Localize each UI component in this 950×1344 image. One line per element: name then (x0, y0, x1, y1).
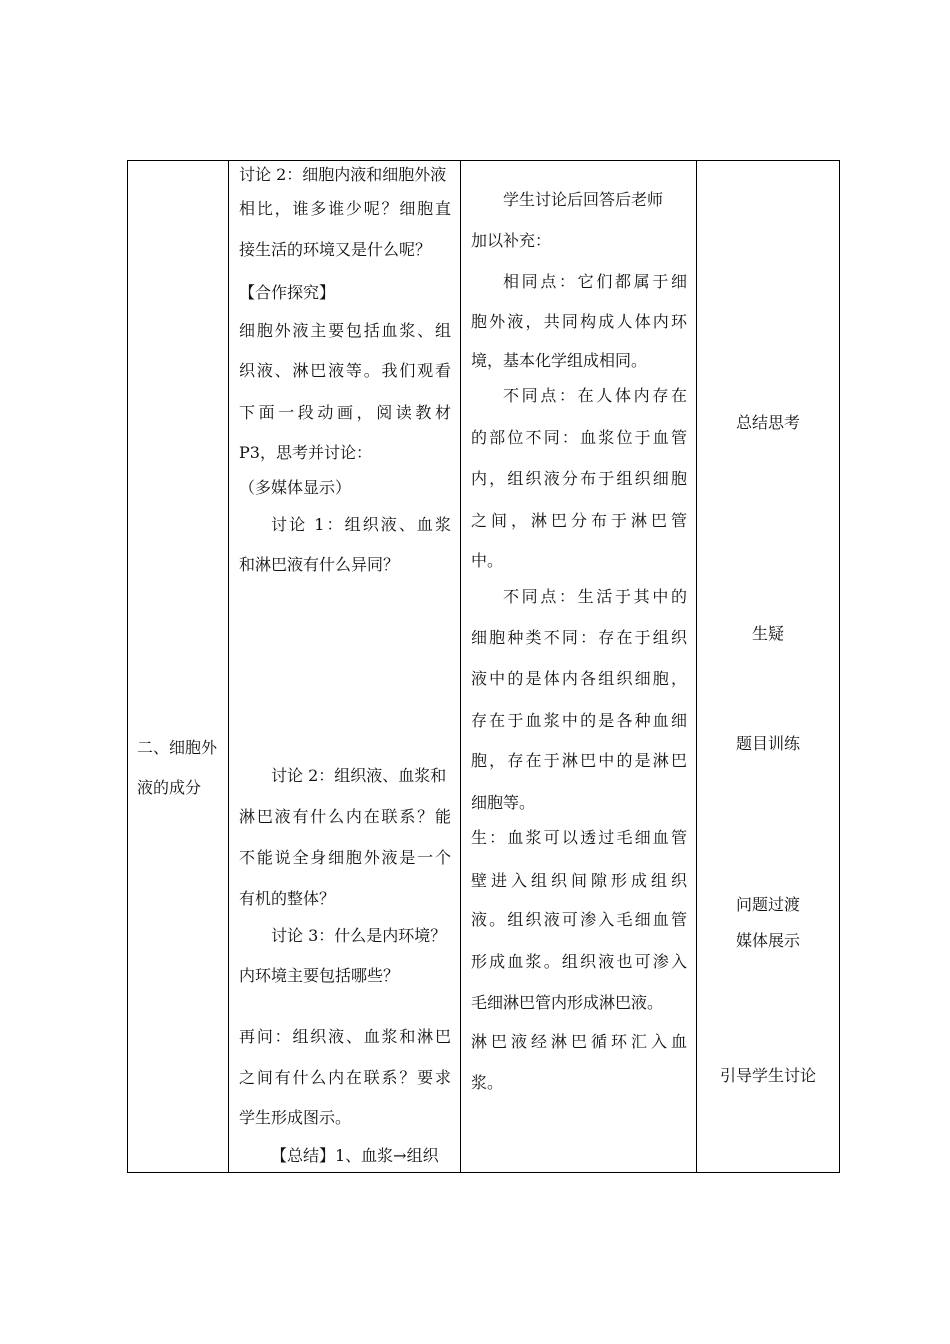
activity-line: 再问：组织液、血浆和淋巴 (239, 1027, 451, 1046)
response-line: 淋巴液经淋巴循环汇入血 (471, 1032, 687, 1051)
activity-line: 淋巴液有什么内在联系？能 (239, 807, 451, 826)
response-line: 毛细淋巴管内形成淋巴液。 (471, 993, 664, 1012)
response-line: 胞外液，共同构成人体内环 (471, 312, 687, 331)
lesson-plan-table (127, 160, 840, 1173)
activity-line: 讨论 1：组织液、血浆 (271, 515, 451, 534)
response-line: 液。组织液可渗入毛细血管 (471, 910, 687, 929)
activity-line: 讨论 3：什么是内环境？ (271, 926, 447, 945)
activity-line: 不能说全身细胞外液是一个 (239, 848, 451, 867)
response-line: 不同点：在人体内存在 (503, 386, 687, 405)
response-line: 的部位不同：血浆位于血管 (471, 428, 687, 447)
section-title-line: 液的成分 (137, 778, 202, 797)
response-line: 内，组织液分布于组织细胞 (471, 469, 687, 488)
activity-line: 和淋巴液有什么异同？ (239, 555, 400, 574)
section-title-line: 二、细胞外 (137, 738, 218, 757)
intent-label: 媒体展示 (735, 931, 800, 950)
intent-cell (697, 161, 840, 1173)
response-line: 生：血浆可以透过毛细血管 (471, 828, 687, 847)
response-line: 不同点：生活于其中的 (503, 587, 687, 606)
response-line: 浆。 (471, 1073, 504, 1092)
activity-line: 内环境主要包括哪些？ (239, 966, 400, 985)
activity-line: 之间有什么内在联系？要求 (239, 1068, 451, 1087)
response-line: 中。 (471, 551, 504, 570)
response-line: 加以补充： (471, 231, 552, 250)
response-line: 境，基本化学组成相同。 (471, 351, 648, 370)
intent-label: 生疑 (751, 624, 784, 643)
response-line: 学生讨论后回答后老师 (503, 190, 664, 209)
response-line: 胞，存在于淋巴中的是淋巴 (471, 751, 687, 770)
activity-line: 有机的整体？ (239, 889, 336, 908)
activity-line: （多媒体显示） (239, 478, 352, 497)
response-line: 相同点：它们都属于细 (503, 272, 687, 291)
intent-label: 总结思考 (735, 413, 800, 432)
activity-cell (229, 161, 461, 1173)
response-line: 形成血浆。组织液也可渗入 (471, 952, 687, 971)
activity-line: 讨论 2：组织液、血浆和 (271, 766, 447, 785)
activity-line: 接生活的环境又是什么呢？ (239, 240, 432, 259)
activity-summary: 【总结】1、血浆→组织 (271, 1146, 439, 1165)
response-line: 壁进入组织间隙形成组织 (471, 871, 687, 890)
activity-heading: 【合作探究】 (239, 283, 336, 302)
table-row (128, 161, 840, 1173)
activity-line: 讨论 2：细胞内液和细胞外液 (239, 165, 447, 184)
response-line: 细胞等。 (471, 793, 536, 812)
activity-line: 细胞外液主要包括血浆、组 (239, 321, 451, 340)
response-cell (461, 161, 697, 1173)
activity-line: 下面一段动画，阅读教材 (239, 403, 451, 422)
response-line: 细胞种类不同：存在于组织 (471, 628, 687, 647)
response-line: 存在于血浆中的是各种血细 (471, 711, 687, 730)
response-line: 液中的是体内各组织细胞， (471, 669, 687, 688)
intent-label: 问题过渡 (735, 895, 800, 914)
activity-line: 学生形成图示。 (239, 1108, 352, 1127)
intent-label: 题目训练 (735, 734, 800, 753)
section-cell (128, 161, 229, 1173)
activity-line: 织液、淋巴液等。我们观看 (239, 361, 451, 380)
activity-line: 相比，谁多谁少呢？细胞直 (239, 199, 451, 218)
response-line: 之间，淋巴分布于淋巴管 (471, 511, 687, 530)
activity-line: P3，思考并讨论： (239, 443, 372, 462)
intent-label: 引导学生讨论 (719, 1066, 816, 1085)
